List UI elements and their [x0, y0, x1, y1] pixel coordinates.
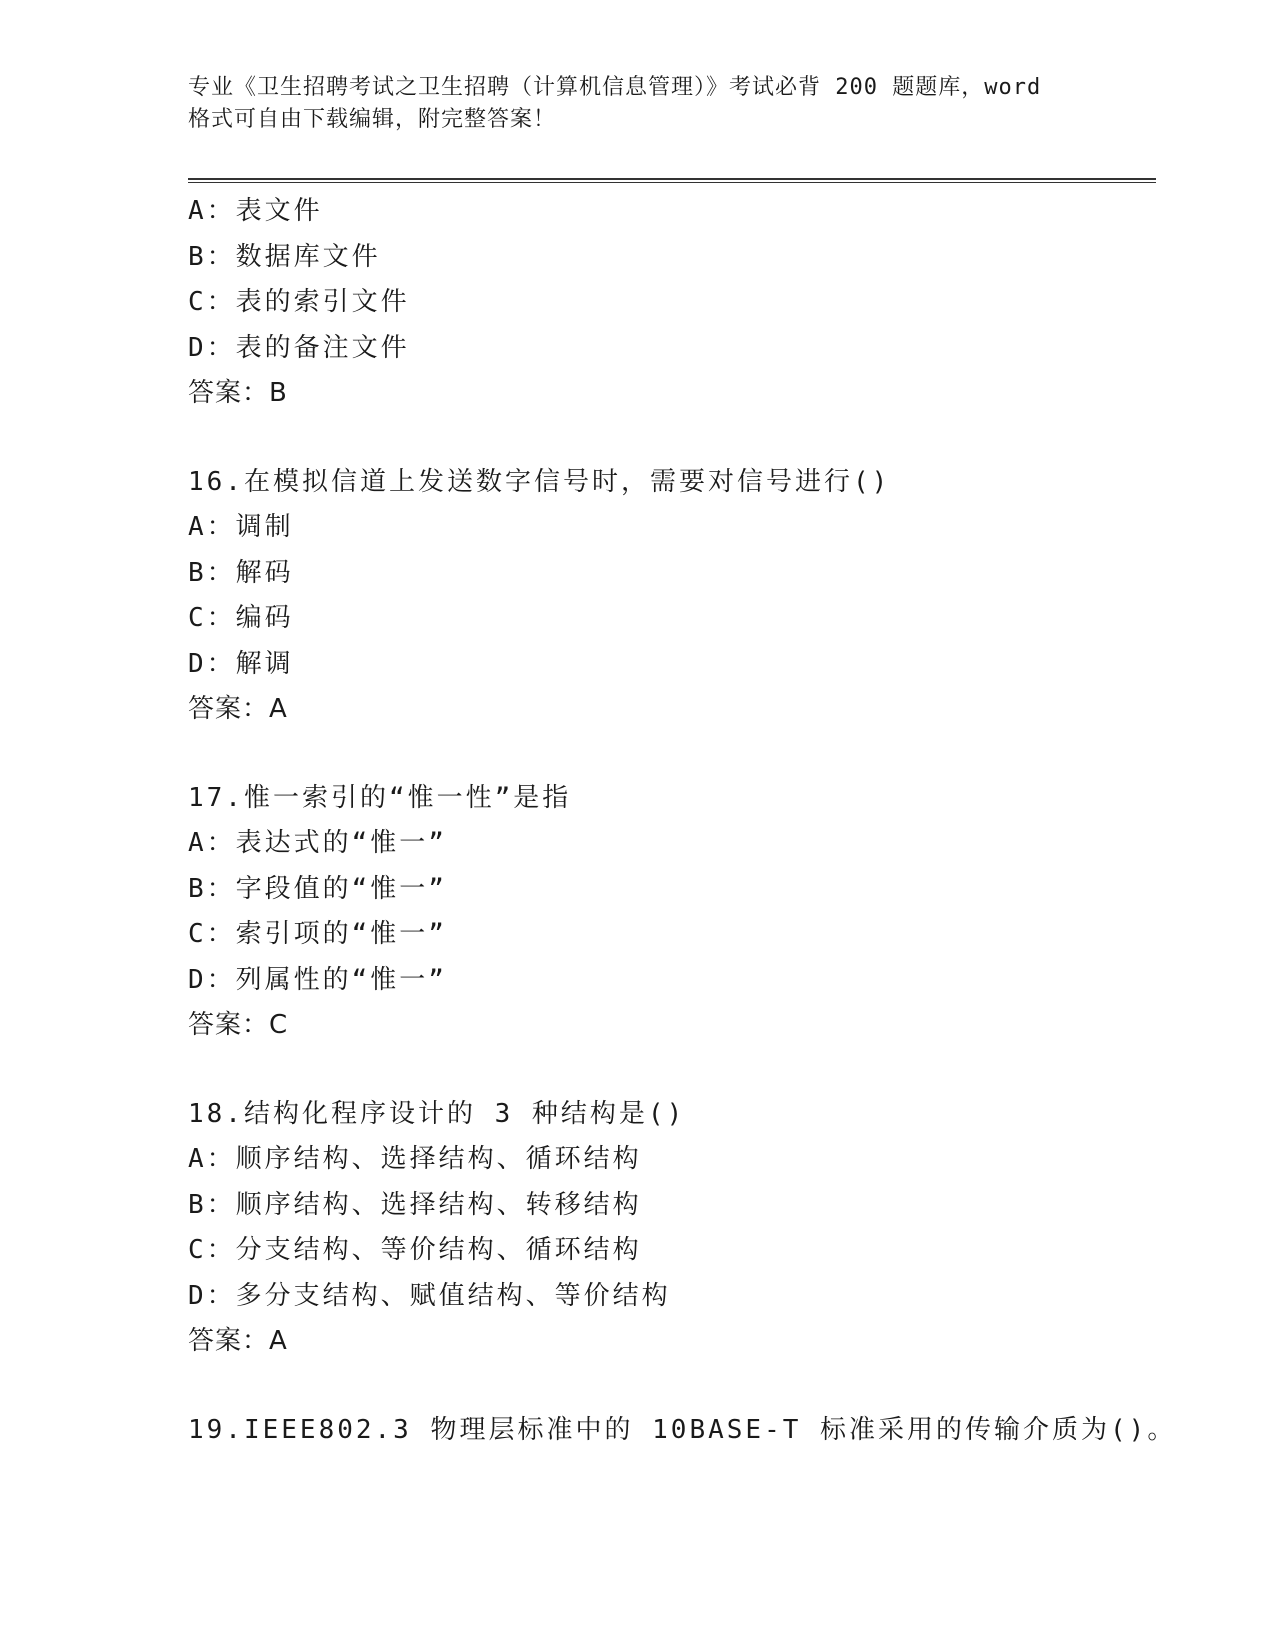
option-a: A：调制 — [188, 512, 294, 542]
answer: 答案：A — [188, 1326, 288, 1356]
question-18 — [188, 1092, 1156, 1365]
option-b: B：字段值的“惟一” — [188, 873, 447, 904]
question-17 — [188, 776, 1156, 1049]
option-d: D：表的备注文件 — [188, 332, 410, 363]
question-text: 19.IEEE802.3 物理层标准中的 10BASE-T 标准采用的传输介质为()。 — [188, 1414, 1177, 1445]
header-line-1: 专业《卫生招聘考试之卫生招聘（计算机信息管理）》考试必背 200 题题库，word — [188, 75, 1042, 100]
option-b: B：数据库文件 — [188, 241, 381, 272]
question-15 — [188, 189, 1156, 417]
option-d: D：列属性的“惟一” — [188, 964, 447, 995]
option-a: A：顺序结构、选择结构、循环结构 — [188, 1144, 642, 1174]
option-d: D：多分支结构、赋值结构、等价结构 — [188, 1280, 671, 1311]
question-list — [188, 189, 1177, 1453]
question-text: 18.结构化程序设计的 3 种结构是() — [188, 1098, 686, 1129]
question-text: 17.惟一索引的“惟一性”是指 — [188, 782, 572, 813]
option-c: C：索引项的“惟一” — [188, 919, 447, 949]
question-16 — [188, 460, 1156, 733]
question-19 — [188, 1408, 1177, 1454]
document-header — [188, 72, 1088, 136]
option-c: C：编码 — [188, 603, 294, 633]
answer: 答案：C — [188, 1010, 289, 1040]
header-line-2: 格式可自由下载编辑，附完整答案！ — [188, 107, 557, 132]
option-a: A：表文件 — [188, 196, 323, 226]
option-a: A：表达式的“惟一” — [188, 828, 447, 858]
question-text: 16.在模拟信道上发送数字信号时，需要对信号进行() — [188, 466, 891, 497]
answer: 答案：A — [188, 694, 288, 724]
header-divider — [188, 178, 1156, 183]
answer: 答案：B — [188, 378, 288, 408]
option-c: C：分支结构、等价结构、循环结构 — [188, 1235, 642, 1265]
option-b: B：顺序结构、选择结构、转移结构 — [188, 1189, 642, 1220]
option-b: B：解码 — [188, 557, 294, 588]
option-c: C：表的索引文件 — [188, 287, 410, 317]
option-d: D：解调 — [188, 648, 294, 679]
